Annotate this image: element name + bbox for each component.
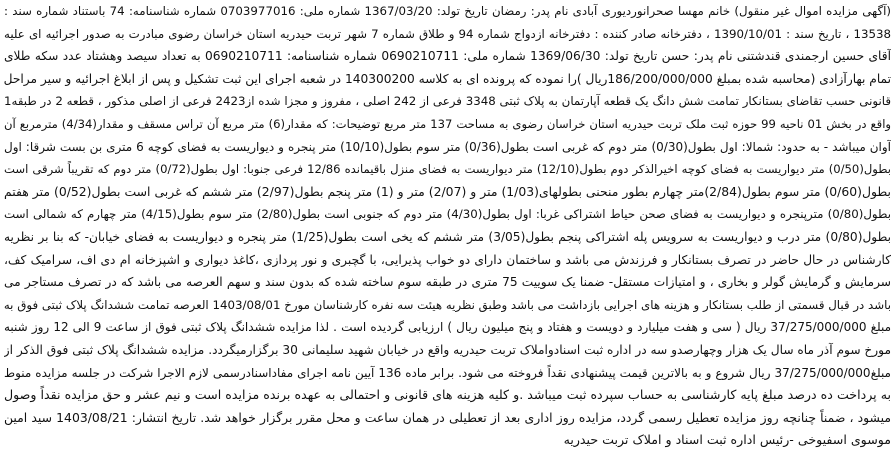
notice-line: آوان میباشد - به حدود: شمالا: اول بطول(0/30) متر دوم که غربی است بطول(0/36) متر سوم بطول(10/10) متر پنجره و دیواریست به فضای کوچه 6 متری بن بست شرقا: اول [4, 139, 891, 154]
notice-line: بطول(0/60) متر سوم بطول(2/84)متر چهارم بطور منحنی بطولهای(1/03) متر و (2/07) متر و (1) متر پنجم بطول(2/97) متر ششم که غربی است بطول(0/52) متر هفتم [4, 183, 891, 199]
auction-notice-text [4, 0, 891, 452]
notice-line: (آگهی مزایده اموال غیر منقول) خانم مهسا صحرانوردیوری آبادی نام پدر: رمضان تاریخ تولد: 1367/03/20 شماره ملی: 0703977016 شماره شناسنامه: 74 باستناد شماره سند : [4, 4, 891, 18]
notice-line: قانونی حسب تقاضای بستانکار تمامت شش دانگ یک قطعه آپارتمان به پلاک ثبتی 3348 فرعی از 242 اصلی ، مفروز و مجزا شده از2423 فرعی از اصلی مذکور ، قطعه 2 در طبقه1 [4, 94, 891, 109]
notice-line: باشد در قبال قسمتی از طلب بستانکار و هزینه های اجرایی بازداشت می باشد وطبق نظریه هیئت سه نفره کارشناسان مورخ 1403/08/01 العرصه تمامت ششدانگ پلاک ثبتی فوق به [4, 297, 891, 312]
notice-line: بطول(0/50) متر دیواریست به فضای کوچه اخیرالذکر دوم بطول(12/10) متر دیواریست به فضای منزل باقیمانده 12/86 فرعی جنوبا: اول بطول(0/72) متر دوم که تقریباً شرقی است [4, 162, 891, 177]
notice-line: بطول(0/80) متر درب و دیواریست به سرویس پله اشتراکی پنجم بطول(3/05) متر ششم که یخی است بطول(1/25) متر پنجره و دیواریست به فضای خیابان- که بنا بر نظریه [4, 229, 891, 244]
notice-line: تمام بهارآزادی (محاسبه شده بمبلغ 186/200/000/000ریال )را نموده که پرونده ای به کلاسه 140300200 در شعبه اجرای این ثبت تشکیل و پس از ابلاغ اجرائیه و سیر مراحل [4, 71, 891, 86]
notice-line: 13538 ، تاریخ سند : 1390/10/01 ، دفترخانه صادر کننده : دفترخانه ازدواج شماره 94 و طلاق شماره 7 شهر تربت حیدریه استان خراسان رضوی مبادرت به صدور اجرائیه ای علیه [4, 26, 891, 41]
notice-line: به پرداخت ده درصد مبلغ پایه کارشناسی به حساب سپرده ثبت میباشد .و کلیه هزینه های قانونی و احتمالی به عهده برنده مزایده است و نیم عشر و حق مزایده نقداً وصول [4, 387, 891, 403]
notice-line: مبلغ37/275/000/000 ریال شروع و به بالاترین قیمت پیشنهادی نقداً فروخته می شود. برابر ماده 136 آیین نامه اجرای مفاداسنادرسمی لازم الاجرا شرکت در جلسه مزایده منوط [4, 365, 891, 380]
notice-signature-line: موسوی اسفیوخی -رئیس اداره ثبت اسناد و املاک تربت حیدریه [563, 432, 891, 448]
notice-line: سرمایش و گرمایش گولر و بخاری ، و امتیازات مستقل- ضمنا یک سوییت 75 متری در طبقه سوم ساخته شده که بدون سند و سهم العرصه می باشد که در تصرف مستاجر می [4, 275, 891, 290]
notice-line: آقای حسین ارجمندی قندشتنی نام پدر: حسن تاریخ تولد: 1369/06/30 شماره ملی: 0690210711 شماره شناسنامه: 0690210711 به تعداد سیصد وهشتاد عدد سکه طلای [4, 49, 891, 64]
notice-line: میشود ، ضمناً چنانچه روز مزایده تعطیل رسمی گردد، مزایده روز اداری بعد از تعطیلی در همان ساعت و محل مقرر برگزار خواهد شد. تاریخ انتشار: 1403/08/21 سید امین [4, 409, 891, 425]
notice-line: بطول(0/80) مترپنجره و دیواریست به فضای صحن حیاط اشتراکی غربا: اول بطول(4/30) متر دوم که جنوبی است بطول(2/80) متر سوم بطول(4/15) متر چهارم که شمالی است [4, 207, 891, 222]
notice-line: واقع در بخش 01 ناحیه 99 حوزه ثبت ملک تربت حیدریه استان خراسان رضوی به مساحت 137 متر مربع توضیحات: که مقدار(6) متر مربع آن تراس مسقف و مقدار(4/34) مترمربع آن [4, 116, 891, 131]
notice-line: کارشناس در حال حاضر در تصرف بستانکار و فرزندش می باشد و ساختمان دارای دو خواب پذیرایی، با گچبری و نور پردازی ،کاغذ دیواری و اشپزخانه ام دی اف، سرامیک کف، [4, 252, 891, 267]
notice-line: مورخ سوم آذر ماه سال یک هزار وچهارصدو سه در اداره ثبت اسنادواملاک تربت حیدریه واقع در خیابان شهید سلیمانی 30 برگزارمیگردد. مزایده ششدانگ پلاک ثبتی فوق الذکر از [4, 342, 891, 357]
notice-line: مبلغ 37/275/000/000 ریال ( سی و هفت میلیارد و دویست و هفتاد و پنج میلیون ریال ) ارزیابی گردیده است . لذا مزایده ششدانگ پلاک ثبتی فوق از ساعت 9 الی 12 روز شنبه [4, 320, 891, 335]
